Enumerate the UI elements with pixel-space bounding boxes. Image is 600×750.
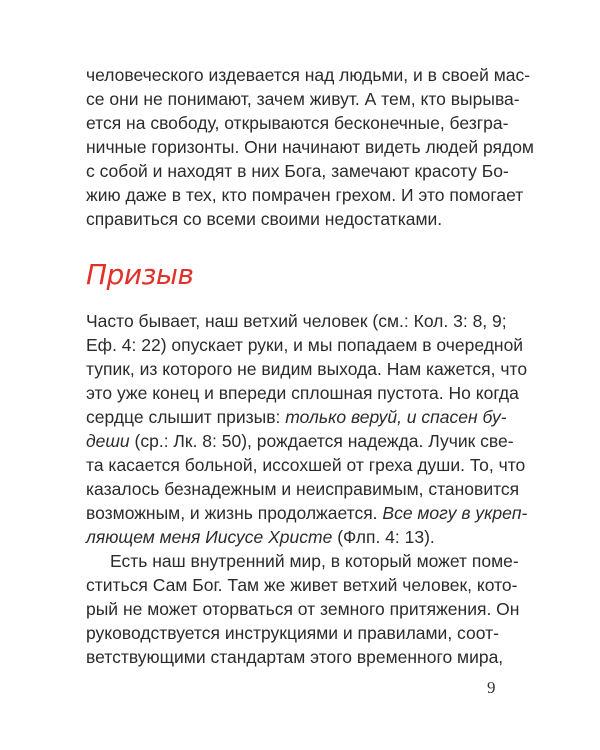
text-line: рый не может оторваться от земного притяжения. Он (86, 599, 520, 619)
text-line: Еф. 4: 22) опускает руки, и мы попадаем в очередной (86, 335, 524, 355)
text-line (86, 430, 514, 452)
scripture-quote: Все могу в укреп- (382, 503, 528, 523)
text-line (86, 406, 506, 428)
text-line: ничные горизонты. Они начинают видеть людей рядом (86, 137, 534, 157)
text-line: Часто бывает, наш ветхий человек (см.: Кол. 3: 8, 9; (86, 311, 507, 331)
text-span: сердце слышит призыв: (86, 407, 286, 427)
text-line: ветствующими стандартам этого временного мира, (86, 647, 504, 667)
text-line (86, 502, 528, 524)
text-line: се они не понимают, зачем живут. А тем, кто вырыва- (86, 89, 520, 109)
text-line: ется на свободу, открываются бесконечные, безгра- (86, 113, 509, 133)
text-line: человеческого издевается над людьми, и в своей мас- (86, 65, 531, 85)
text-line: ститься Сам Бог. Там же живет ветхий человек, кото- (86, 575, 518, 595)
text-line: казалось безнадежным и неисправимым, становится (86, 479, 520, 499)
text-line: с собой и находят в них Бога, замечают красоту Бо- (86, 161, 509, 181)
page-number: 9 (487, 678, 496, 697)
text-line: тупик, из которого не видим выхода. Нам кажется, что (86, 359, 528, 379)
text-line: Есть наш внутренний мир, в который может поме- (110, 551, 519, 571)
text-span: (ср.: Лк. 8: 50), рождается надежда. Лучик све- (129, 431, 514, 451)
text-line: справиться со всеми своими недостатками. (86, 209, 443, 229)
text-line: это уже конец и впереди сплошная пустота. Но когда (86, 383, 519, 403)
text-line: руководствуется инструкциями и правилами, соот- (86, 623, 499, 643)
text-line: жию даже в тех, кто помрачен грехом. И это помогает (86, 185, 524, 205)
scripture-quote: деши (86, 431, 130, 451)
text-line: та касается больной, иссохшей от греха души. То, что (86, 455, 526, 475)
text-line (86, 526, 506, 548)
section-heading: Призыв (86, 258, 194, 291)
text-span: (Флп. 4: 13). (332, 527, 435, 547)
scripture-quote: только веруй, и спасен бу- (285, 407, 507, 427)
scripture-quote: ляющем меня Иисусе Христе (86, 527, 333, 547)
text-span: возможным, и жизнь продолжается. (86, 503, 383, 523)
